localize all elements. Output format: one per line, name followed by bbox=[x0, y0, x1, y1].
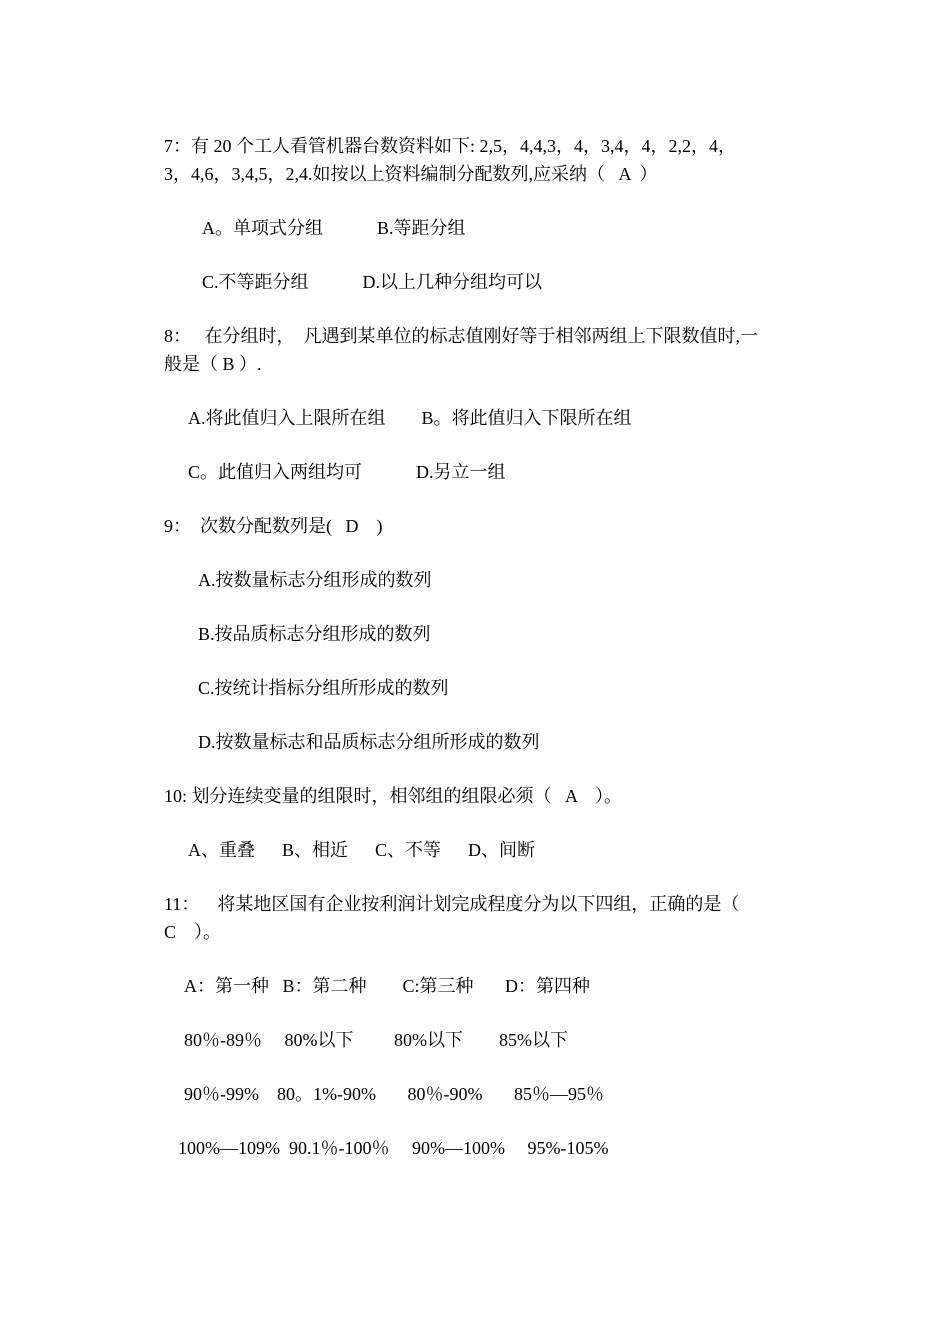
q9-option-c: C.按统计指标分组所形成的数列 bbox=[198, 678, 449, 698]
q8-stem-line-2: 般是（ B ）. bbox=[164, 354, 262, 374]
q7-stem-line-2: 3，4,6，3,4,5，2,4.如按以上资料编制分配数列,应采纳（ A ） bbox=[164, 164, 658, 184]
q10-stem: 10: 划分连续变量的组限时，相邻组的组限必须（ A ）。 bbox=[164, 786, 623, 806]
q8-options-row-2: C。此值归入两组均可 D.另立一组 bbox=[188, 462, 506, 482]
q8-stem-line-1: 8： 在分组时， 凡遇到某单位的标志值刚好等于相邻两组上下限数值时,一 bbox=[164, 326, 758, 346]
q7-options-row-1: A。单项式分组 B.等距分组 bbox=[202, 218, 466, 238]
q8-options-row-1: A.将此值归入上限所在组 B。将此值归入下限所在组 bbox=[188, 408, 632, 428]
q7-stem-line-1: 7：有 20 个工人看管机器台数资料如下: 2,5，4,4,3，4，3,4，4，2,2，4， bbox=[164, 136, 736, 156]
q11-options-row-2: 90％-99% 80。1%-90% 80％-90% 85％—95％ bbox=[184, 1084, 604, 1104]
q11-options-row-1: 80％-89％ 80%以下 80%以下 85%以下 bbox=[184, 1030, 568, 1050]
q9-stem: 9： 次数分配数列是( D ) bbox=[164, 516, 383, 536]
q7-options-row-2: C.不等距分组 D.以上几种分组均可以 bbox=[202, 272, 543, 292]
q11-stem-line-2: C ）。 bbox=[164, 922, 222, 942]
q11-options-row-3: 100%—109% 90.1％-100％ 90%—100% 95%-105% bbox=[178, 1138, 609, 1158]
q9-option-a: A.按数量标志分组形成的数列 bbox=[198, 570, 432, 590]
q10-options: A、重叠 B、相近 C、不等 D、间断 bbox=[188, 840, 536, 860]
q11-options-header: A：第一种 B：第二种 C:第三种 D：第四种 bbox=[184, 976, 591, 996]
q9-option-d: D.按数量标志和品质标志分组所形成的数列 bbox=[198, 732, 540, 752]
q11-stem-line-1: 11： 将某地区国有企业按利润计划完成程度分为以下四组，正确的是（ bbox=[164, 894, 740, 914]
q9-option-b: B.按品质标志分组形成的数列 bbox=[198, 624, 431, 644]
